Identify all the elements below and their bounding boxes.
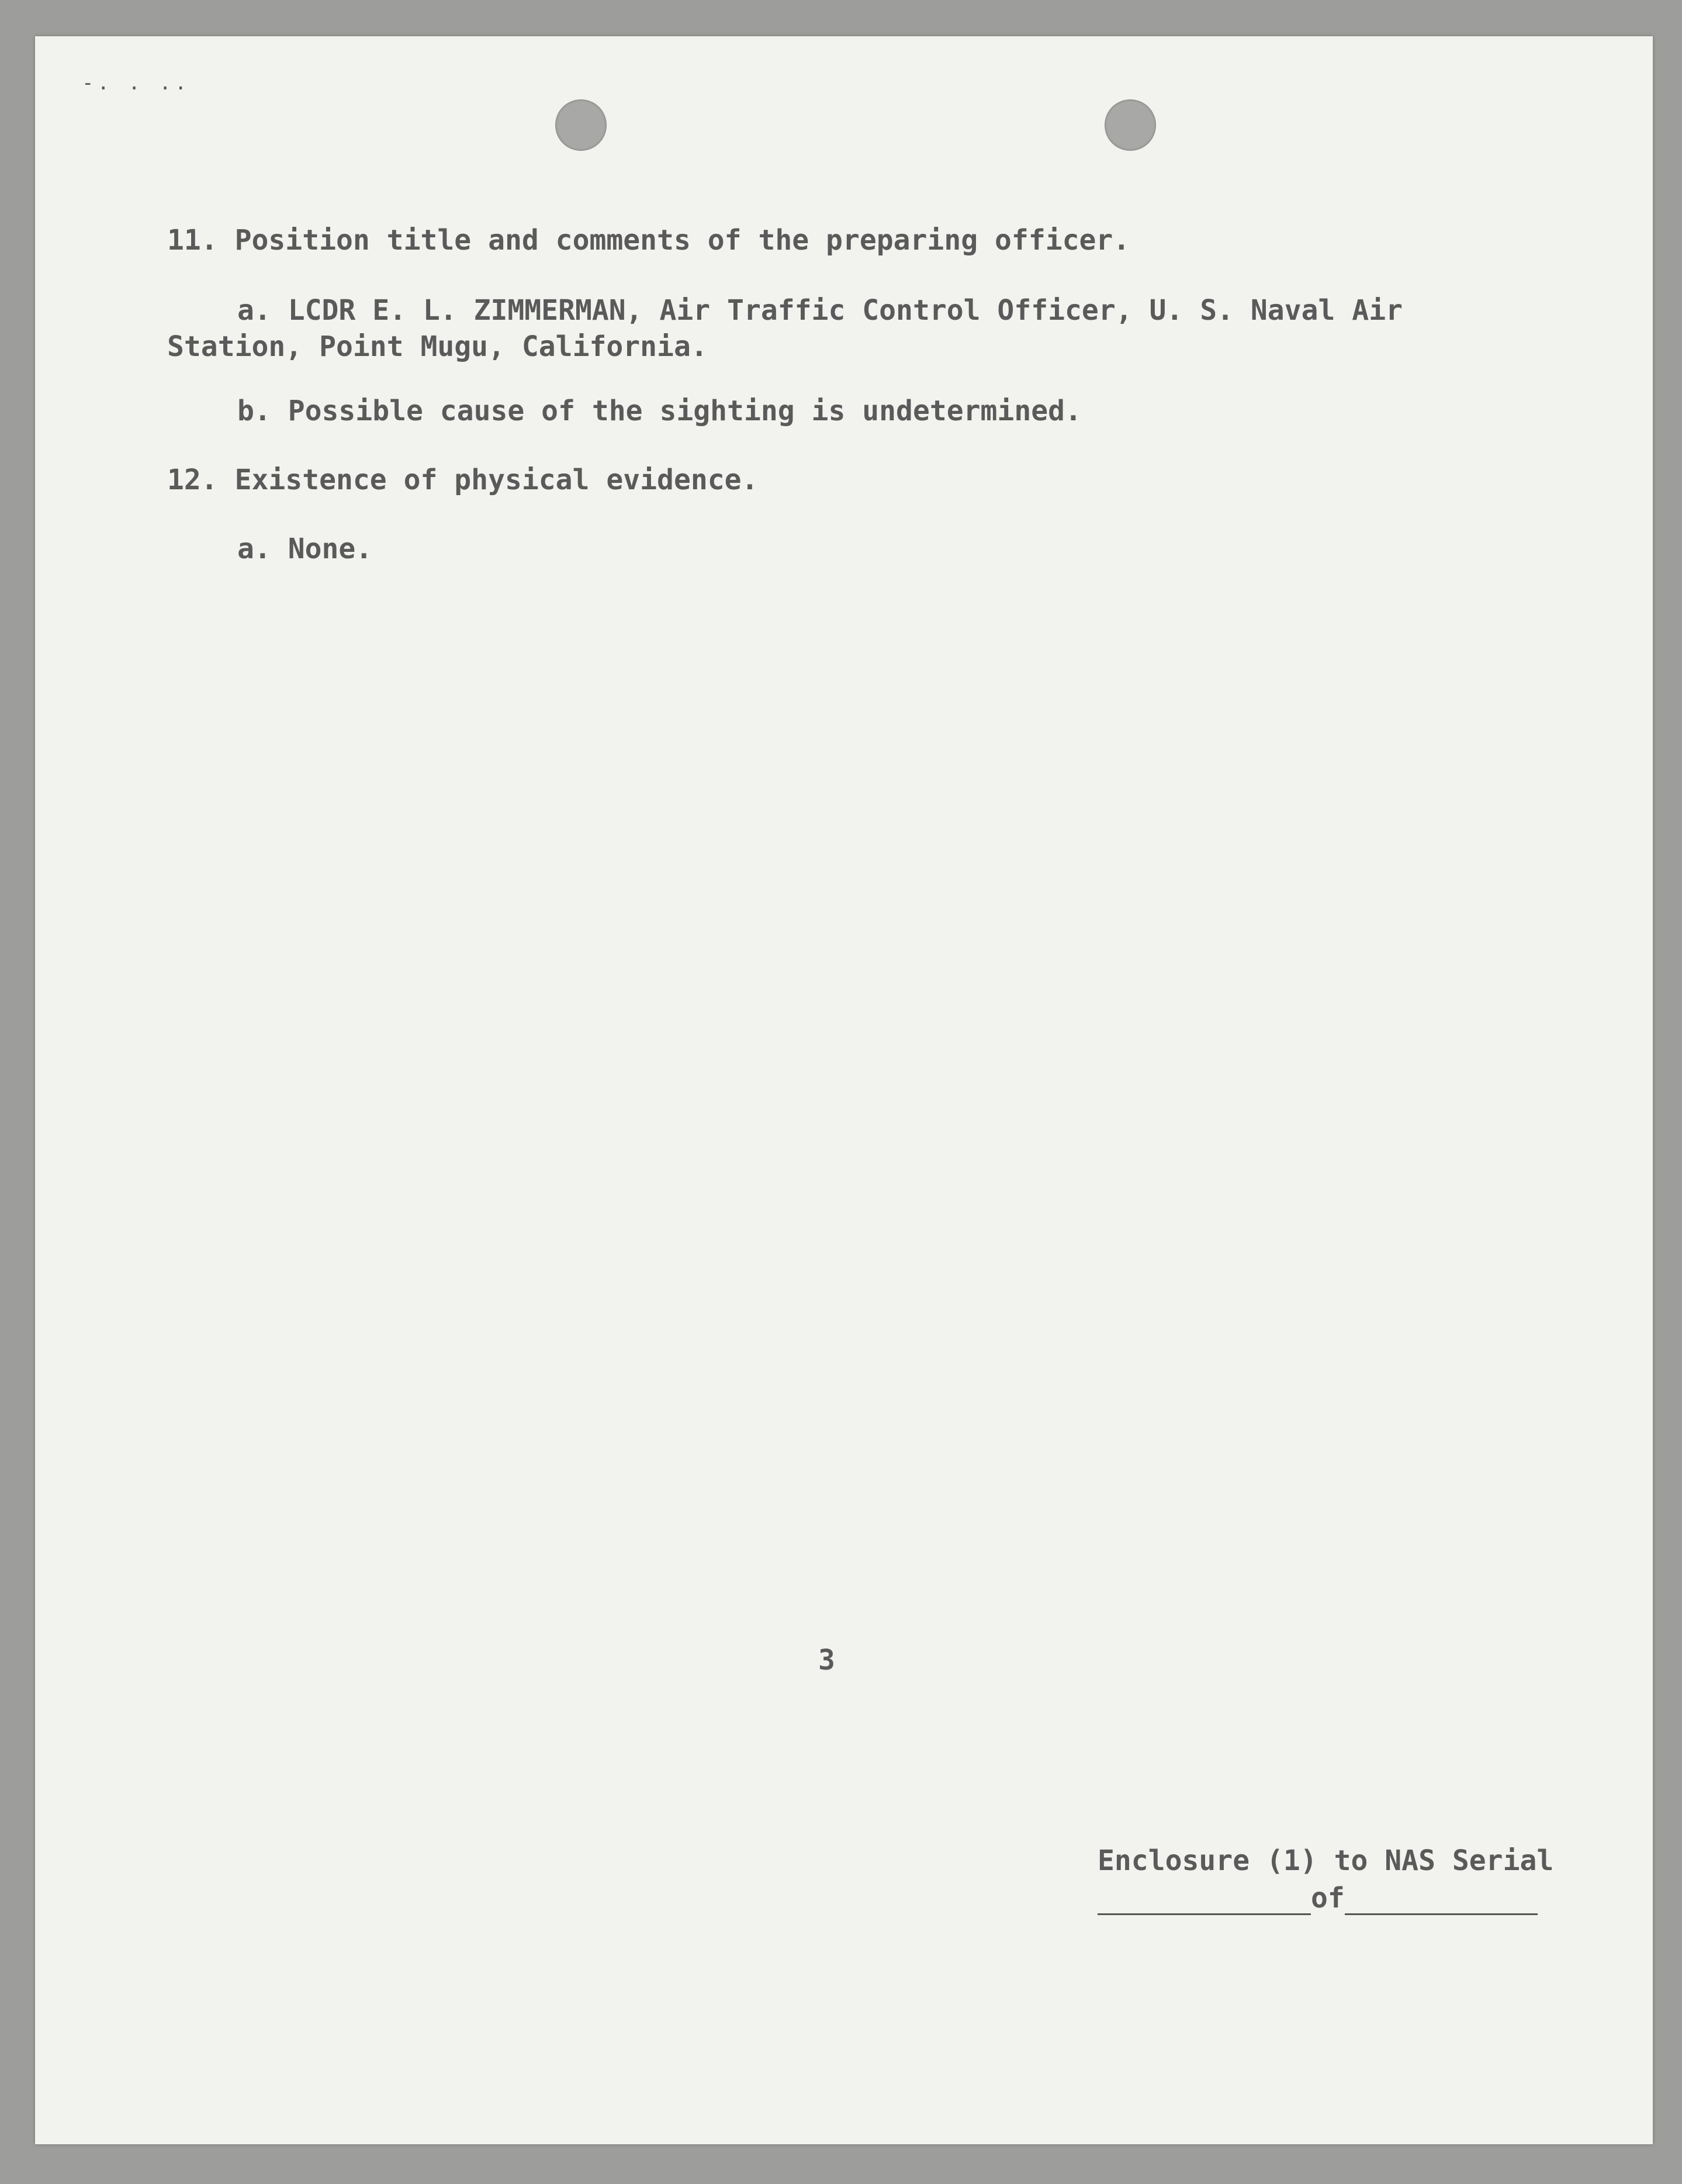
- date-blank: [1345, 1888, 1538, 1915]
- item-11a-line1: a. LCDR E. L. ZIMMERMAN, Air Traffic Control Officer, U. S. Naval Air: [237, 294, 1403, 327]
- item-11-heading: 11. Position title and comments of the preparing officer.: [167, 224, 1130, 257]
- enclosure-line: Enclosure (1) to NAS Serial: [1098, 1844, 1554, 1877]
- enclosure-of-label: of: [1311, 1882, 1345, 1915]
- item-11b: b. Possible cause of the sighting is undetermined.: [237, 395, 1082, 427]
- item-11a-line2: Station, Point Mugu, California.: [167, 330, 708, 363]
- corner-mark: -. . ..: [82, 71, 191, 95]
- item-12-heading: 12. Existence of physical evidence.: [167, 464, 759, 496]
- enclosure-date-line: [1098, 1881, 1538, 1915]
- punch-hole-right: [1105, 99, 1156, 151]
- page-number: 3: [818, 1644, 835, 1677]
- item-12a: a. None.: [237, 533, 373, 565]
- punch-hole-left: [555, 99, 607, 151]
- document-page: [35, 36, 1653, 2144]
- serial-blank: [1098, 1888, 1311, 1915]
